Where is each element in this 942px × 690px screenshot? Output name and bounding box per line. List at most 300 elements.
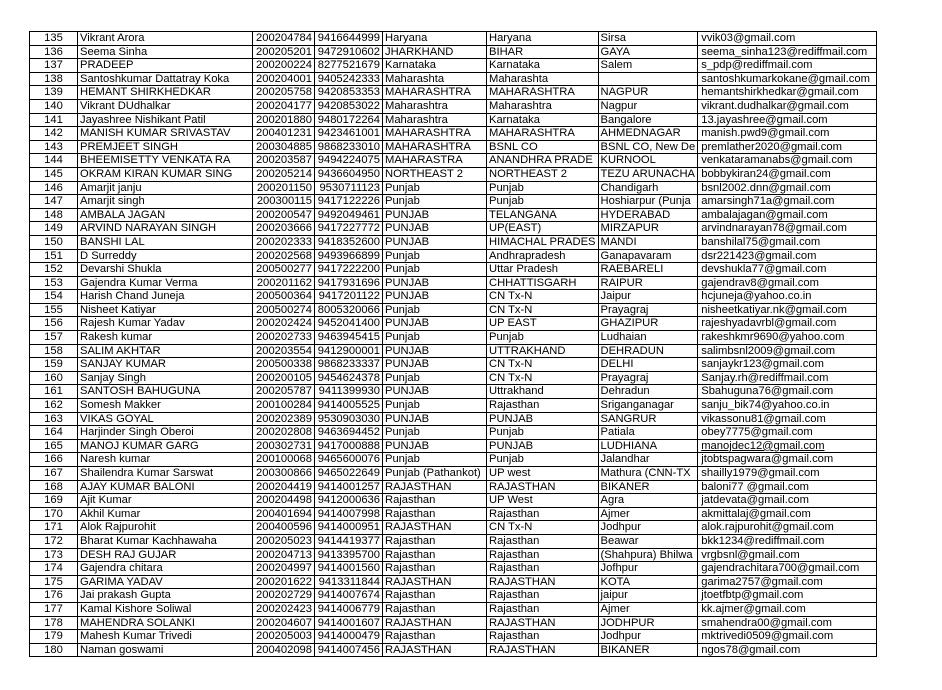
posting-circle-cell-text: NORTHEAST 2 [489,167,567,180]
phone-cell [315,154,383,168]
serial-number-cell [30,630,78,644]
serial-number-cell-text: 180 [44,643,63,656]
email-cell [698,602,877,616]
posting-place-cell-text: Ludhaian [600,331,647,344]
employee-code-cell-text: 200202389 [256,412,312,425]
posting-place-cell [598,589,698,603]
serial-number-cell [30,86,78,100]
email-cell [698,113,877,127]
employee-code-cell-text: 200205003 [256,630,312,643]
email-cell [698,276,877,290]
serial-number-cell-text: 171 [44,521,63,534]
email-cell [698,235,877,249]
serial-number-cell [30,480,78,494]
posting-circle-cell [487,534,599,548]
serial-number-cell-text: 149 [44,222,63,235]
home-state-cell-text: JHARKHAND [385,45,454,58]
employee-code-cell [253,575,315,589]
posting-circle-cell [487,317,599,331]
posting-circle-cell [487,167,599,181]
posting-place-cell [598,399,698,413]
employee-code-cell-text: 200401694 [256,507,312,520]
home-state-cell [383,344,487,358]
posting-place-cell-text: Hoshiarpur (Punja [600,195,691,208]
name-cell-text: Gajendra Kumar Verma [80,276,198,289]
posting-circle-cell [487,276,599,290]
phone-cell-text: 9405242333 [317,72,380,85]
table-row [30,616,877,630]
serial-number-cell [30,371,78,385]
posting-place-cell [598,480,698,494]
posting-place-cell-text: (Shahpura) Bhilwa [600,548,693,561]
posting-circle-cell [487,154,599,168]
home-state-cell-text: Punjab [385,426,420,439]
posting-circle-cell-text: PUNJAB [489,412,534,425]
employee-code-cell-text: 200201622 [256,575,312,588]
home-state-cell [383,86,487,100]
serial-number-cell [30,181,78,195]
serial-number-cell-text: 150 [44,235,63,248]
name-cell-text: MANOJ KUMAR GARG [80,439,199,452]
phone-cell [315,494,383,508]
home-state-cell-text: PUNJAB [385,276,430,289]
employee-code-cell-text: 200205201 [256,45,312,58]
serial-number-cell [30,467,78,481]
email-cell-text: bsnl2002.dnn@gmail.com [701,181,831,194]
serial-number-cell-text: 154 [44,290,63,303]
name-cell [78,453,253,467]
phone-cell-text: 9411399930 [318,385,380,398]
employee-code-cell [253,32,315,46]
table-row [30,249,877,263]
posting-place-cell-text: SANGRUR [600,412,657,425]
employee-code-cell [253,59,315,73]
phone-cell [315,575,383,589]
posting-circle-cell-text: RAJASTHAN [489,575,556,588]
phone-cell [315,222,383,236]
phone-cell-text: 9463694452 [317,426,380,439]
posting-place-cell-text: Ajmer [600,507,630,520]
email-cell [698,534,877,548]
employee-code-cell [253,358,315,372]
posting-place-cell-text: Nagpur [600,99,638,112]
email-cell-text: sanju_bik74@yahoo.co.in [701,399,830,412]
email-cell-text: arvindnarayan78@gmail.com [701,222,847,235]
email-cell [698,453,877,467]
phone-cell [315,235,383,249]
posting-place-cell [598,602,698,616]
serial-number-cell-text: 139 [44,86,63,99]
email-cell-text: dsr221423@gmail.com [701,249,817,262]
posting-circle-cell-text: Haryana [489,32,532,44]
employee-code-cell [253,534,315,548]
email-cell-text: bkk1234@rediffmail.com [701,534,825,547]
name-cell-text: Somesh Makker [80,399,161,412]
home-state-cell-text: Punjab [385,399,420,412]
name-cell-text: OKRAM KIRAN KUMAR SING [80,167,233,180]
email-cell [698,358,877,372]
serial-number-cell-text: 168 [44,480,63,493]
home-state-cell [383,208,487,222]
phone-cell [315,358,383,372]
posting-circle-cell [487,562,599,576]
serial-number-cell-text: 160 [44,371,63,384]
employee-code-cell [253,249,315,263]
serial-number-cell-text: 175 [44,575,63,588]
posting-circle-cell [487,99,599,113]
employee-code-cell [253,589,315,603]
posting-circle-cell-text: ANANDHRA PRADE [489,154,593,167]
serial-number-cell-text: 179 [44,630,63,643]
posting-place-cell-text: Chandigarh [600,181,659,194]
posting-place-cell-text: RAIPUR [600,276,643,289]
email-cell [698,45,877,59]
posting-place-cell [598,562,698,576]
table-row [30,344,877,358]
posting-circle-cell [487,371,599,385]
name-cell-text: Nisheet Katiyar [80,303,156,316]
home-state-cell-text: Punjab [385,195,420,208]
serial-number-cell-text: 158 [44,344,63,357]
phone-cell [315,249,383,263]
email-cell [698,371,877,385]
name-cell-text: Devarshi Shukla [80,263,162,276]
name-cell [78,181,253,195]
phone-cell [315,331,383,345]
email-cell-text: akmittalaj@gmail.com [701,507,811,520]
table-row [30,140,877,154]
posting-place-cell [598,344,698,358]
posting-place-cell [598,222,698,236]
email-cell-text: rajeshyadavrbl@gmail.com [701,317,837,330]
phone-cell [315,467,383,481]
phone-cell [315,562,383,576]
posting-place-cell-text: LUDHIANA [600,439,658,452]
home-state-cell [383,45,487,59]
phone-cell-text: 9413395700 [317,548,380,561]
employee-code-cell-text: 200203587 [256,154,312,167]
employee-code-cell-text: 200202729 [256,589,312,602]
email-cell-text: mktrivedi0509@gmail.com [701,630,834,643]
name-cell [78,276,253,290]
home-state-cell [383,263,487,277]
posting-circle-cell-text: Maharashta [489,72,549,85]
email-cell-text: rakeshkmr9690@yahoo.com [701,331,845,344]
name-cell-text: MAHENDRA SOLANKI [80,616,196,629]
serial-number-cell-text: 173 [44,548,63,561]
table-row [30,426,877,440]
name-cell-text: Seema Sinha [80,45,148,58]
posting-place-cell [598,154,698,168]
serial-number-cell [30,507,78,521]
home-state-cell-text: Maharashta [385,72,445,85]
name-cell [78,344,253,358]
email-cell [698,263,877,277]
phone-cell-text: 9493966899 [317,249,380,262]
serial-number-cell [30,494,78,508]
serial-number-cell-text: 144 [44,154,63,167]
email-cell-text: vrgbsnl@gmail.com [701,548,800,561]
serial-number-cell [30,412,78,426]
posting-circle-cell-text: TELANGANA [489,208,557,221]
table-row [30,154,877,168]
posting-place-cell [598,263,698,277]
home-state-cell [383,181,487,195]
email-cell-text: ngos78@gmail.com [701,643,801,656]
employee-code-cell [253,548,315,562]
email-cell [698,290,877,304]
phone-cell [315,127,383,141]
employee-code-cell-text: 200204997 [256,562,312,575]
serial-number-cell [30,317,78,331]
phone-cell-text: 9463945415 [317,331,380,344]
phone-cell-text: 9868233337 [317,358,380,371]
table-row [30,235,877,249]
table-row [30,113,877,127]
email-cell-text: garima2757@gmail.com [701,575,823,588]
posting-circle-cell [487,113,599,127]
home-state-cell [383,154,487,168]
home-state-cell [383,575,487,589]
employee-code-cell-text: 200204498 [256,494,312,507]
posting-circle-cell-text: CN Tx-N [489,303,533,316]
posting-place-cell [598,494,698,508]
posting-place-cell-text: JODHPUR [600,616,655,629]
employee-code-cell-text: 200201880 [256,113,312,126]
phone-cell-text: 9414006779 [317,602,380,615]
posting-circle-cell-text: UTTRAKHAND [489,344,566,357]
home-state-cell-text: PUNJAB [385,439,430,452]
posting-circle-cell [487,602,599,616]
name-cell-text: Harjinder Singh Oberoi [80,426,194,439]
name-cell [78,140,253,154]
phone-cell-text: 9472910602 [317,45,380,58]
serial-number-cell [30,521,78,535]
employee-code-cell-text: 200500277 [256,263,312,276]
serial-number-cell [30,589,78,603]
posting-place-cell-text: Sirsa [600,32,627,44]
phone-cell [315,208,383,222]
name-cell-text: Vikrant Arora [80,32,145,44]
posting-place-cell-text: Salem [600,59,633,72]
posting-place-cell [598,548,698,562]
email-cell [698,480,877,494]
email-cell [698,127,877,141]
phone-cell [315,263,383,277]
name-cell-text: ARVIND NARAYAN SINGH [80,222,217,235]
serial-number-cell-text: 169 [44,494,63,507]
employee-code-cell [253,521,315,535]
email-cell [698,72,877,86]
name-cell [78,127,253,141]
name-cell [78,616,253,630]
name-cell-text: HEMANT SHIRKHEDKAR [80,86,211,99]
posting-circle-cell-text: MAHARASHTRA [489,127,575,140]
posting-place-cell-text: BSNL CO, New De [600,140,696,153]
name-cell-text: Shailendra Kumar Sarswat [80,467,214,479]
serial-number-cell [30,32,78,46]
serial-number-cell [30,548,78,562]
name-cell [78,249,253,263]
posting-circle-cell [487,385,599,399]
serial-number-cell [30,331,78,345]
posting-place-cell [598,467,698,481]
table-row [30,467,877,481]
table-row [30,290,877,304]
employee-code-cell-text: 200500364 [256,290,312,303]
home-state-cell [383,59,487,73]
serial-number-cell [30,72,78,86]
home-state-cell-text: Punjab [385,331,420,344]
email-cell [698,344,877,358]
serial-number-cell-text: 153 [44,276,63,289]
email-cell-text: premlather2020@gmail.com [701,140,842,153]
home-state-cell-text: PUNJAB [385,208,430,221]
phone-cell-text: 9417122226 [317,195,380,208]
posting-place-cell-text: MANDI [600,235,637,248]
table-row [30,589,877,603]
employee-code-cell [253,72,315,86]
posting-circle-cell-text: BIHAR [489,45,524,58]
employee-code-cell-text: 200204784 [256,32,312,44]
home-state-cell-text: PUNJAB [385,412,430,425]
employee-code-cell [253,426,315,440]
home-state-cell [383,467,487,481]
email-cell-text[interactable]: manojdec12@gmail.com [701,439,825,452]
employee-code-cell [253,399,315,413]
posting-circle-cell-text: CHHATTISGARH [489,276,577,289]
posting-place-cell [598,86,698,100]
employee-code-cell [253,154,315,168]
posting-circle-cell-text: Punjab [489,426,524,439]
serial-number-cell-text: 136 [44,45,63,58]
home-state-cell [383,534,487,548]
name-cell [78,303,253,317]
name-cell-text: Amarjit janju [80,181,142,194]
serial-number-cell [30,222,78,236]
email-cell [698,521,877,535]
name-cell-text: Gajendra chitara [80,562,163,575]
posting-place-cell [598,195,698,209]
phone-cell [315,371,383,385]
posting-circle-cell-text: Rajasthan [489,534,540,547]
posting-circle-cell [487,439,599,453]
serial-number-cell [30,276,78,290]
name-cell [78,589,253,603]
phone-cell-text: 9417201122 [318,290,380,303]
posting-place-cell-text: Ajmer [600,602,630,615]
employee-code-cell-text: 200202333 [256,235,312,248]
email-cell-text: vikassonu81@gmail.com [701,412,826,425]
employee-code-cell [253,453,315,467]
email-cell [698,317,877,331]
email-cell[interactable] [698,439,877,453]
posting-circle-cell [487,208,599,222]
posting-circle-cell [487,521,599,535]
home-state-cell [383,494,487,508]
phone-cell-text: 9420853022 [317,99,380,112]
phone-cell [315,86,383,100]
phone-cell-text: 9417000888 [317,439,380,452]
home-state-cell [383,290,487,304]
email-cell [698,589,877,603]
employee-code-cell [253,127,315,141]
posting-place-cell-text: TEZU ARUNACHA [600,167,695,180]
employee-code-cell-text: 200202733 [256,331,312,344]
serial-number-cell-text: 174 [44,562,63,575]
email-cell-text: smahendra00@gmail.com [701,616,832,629]
home-state-cell-text: Rajasthan [385,534,436,547]
employee-code-cell-text: 200402098 [256,643,312,656]
posting-circle-cell-text: Uttar Pradesh [489,263,559,276]
posting-circle-cell-text: Maharashtra [489,99,552,112]
posting-circle-cell-text: Uttrakhand [489,385,544,398]
serial-number-cell-text: 166 [44,453,63,466]
name-cell [78,562,253,576]
employee-code-cell [253,140,315,154]
posting-circle-cell [487,303,599,317]
serial-number-cell [30,453,78,467]
name-cell-text: SALIM AKHTAR [80,344,161,357]
table-row [30,399,877,413]
home-state-cell [383,99,487,113]
home-state-cell [383,249,487,263]
posting-circle-cell [487,249,599,263]
posting-circle-cell-text: RAJASTHAN [489,616,556,629]
home-state-cell-text: PUNJAB [385,344,430,357]
home-state-cell [383,195,487,209]
employee-code-cell-text: 200302731 [256,439,312,452]
posting-circle-cell [487,290,599,304]
posting-circle-cell [487,344,599,358]
posting-place-cell [598,331,698,345]
name-cell [78,534,253,548]
posting-place-cell-text: NAGPUR [600,86,649,99]
home-state-cell-text: MAHARASHTRA [385,86,471,99]
name-cell [78,331,253,345]
name-cell-text: Harish Chand Juneja [80,290,185,303]
posting-place-cell-text: Sriganganagar [600,399,674,412]
posting-place-cell [598,412,698,426]
posting-place-cell-text: KURNOOL [600,154,656,167]
posting-circle-cell [487,643,599,657]
posting-circle-cell [487,399,599,413]
table-row [30,358,877,372]
posting-place-cell-text: RAEBARELI [600,263,664,276]
table-row [30,32,877,46]
posting-place-cell-text: Jalandhar [600,453,650,466]
serial-number-cell [30,195,78,209]
serial-number-cell [30,602,78,616]
email-cell [698,385,877,399]
email-cell-text: devshukla77@gmail.com [701,263,827,276]
name-cell [78,317,253,331]
phone-cell-text: 9416644999 [317,32,380,44]
employee-code-cell [253,467,315,481]
table-row [30,521,877,535]
phone-cell [315,290,383,304]
name-cell-text: Jai prakash Gupta [80,589,171,602]
phone-cell [315,399,383,413]
email-cell [698,222,877,236]
home-state-cell-text: Punjab [385,371,420,384]
employee-code-cell [253,643,315,657]
name-cell [78,399,253,413]
home-state-cell [383,480,487,494]
posting-circle-cell [487,507,599,521]
name-cell [78,358,253,372]
home-state-cell-text: PUNJAB [385,317,430,330]
